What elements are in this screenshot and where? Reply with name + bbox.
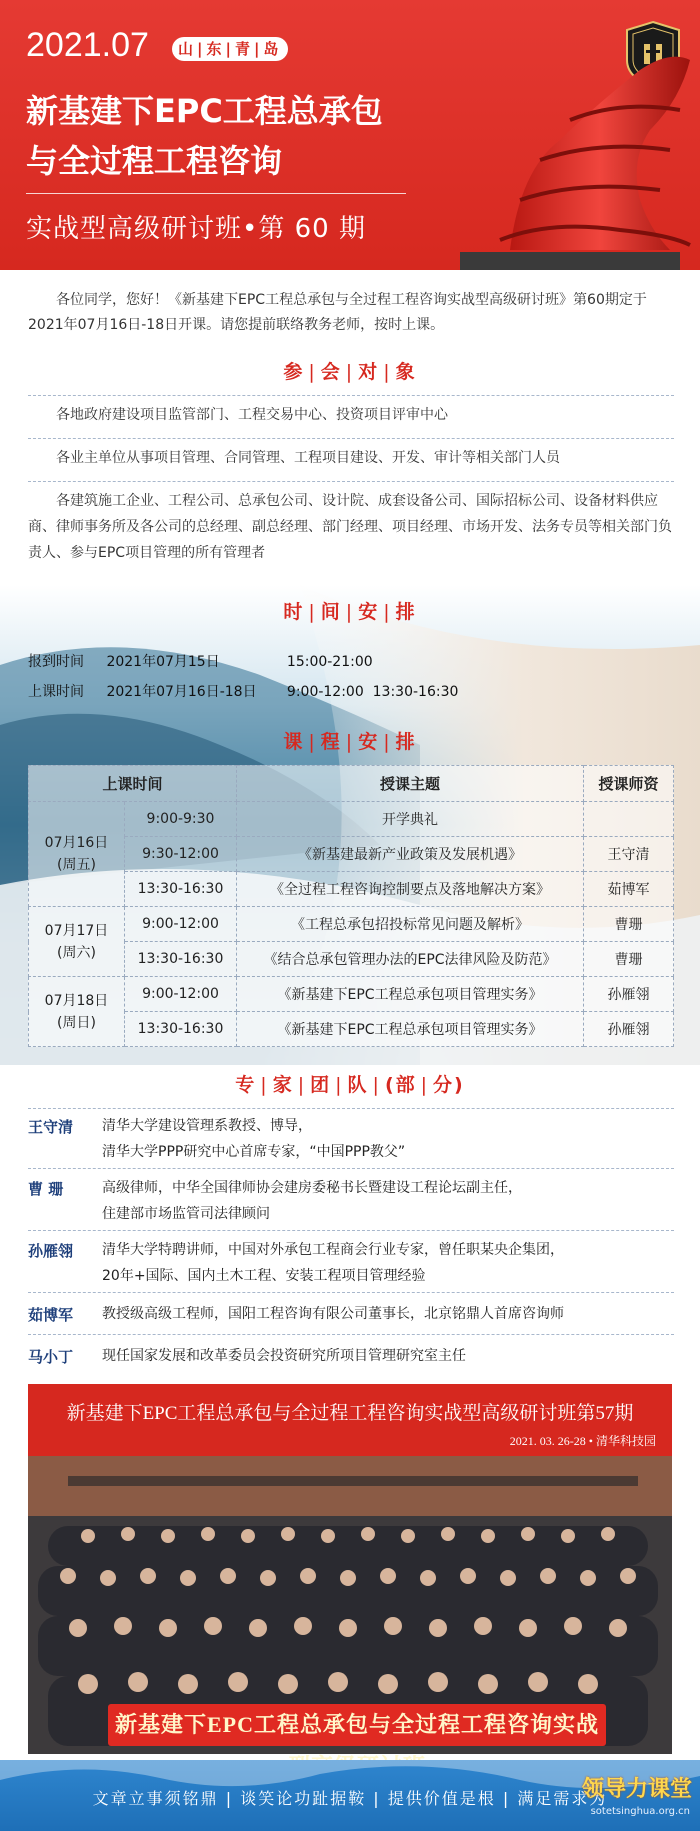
course-schedule-table (28, 765, 674, 1047)
divider (28, 1168, 674, 1169)
divider (28, 395, 674, 396)
column-header: 授课主题 (237, 766, 584, 802)
time-date: 2021年07月15日 (106, 654, 220, 670)
teacher-cell: 茹博军 (584, 872, 674, 907)
audience-item-2: 各业主单位从事项目管理、合同管理、工程项目建设、开发、审计等相关部门人员 (56, 450, 560, 466)
table-row (29, 907, 674, 942)
time-label: 报到时间 (28, 654, 84, 670)
section-title-experts: 专 | 家 | 团 | 队 | (部 | 分) (235, 1074, 465, 1096)
brand-logo-text: 领导力课堂 (581, 1777, 692, 1802)
divider (28, 1334, 674, 1335)
time-cell: 13:30-16:30 (125, 1012, 237, 1047)
may-wind-sculpture-image (440, 40, 700, 270)
topic-cell: 《新基建最新产业政策及发展机遇》 (237, 837, 584, 872)
poster-footer (0, 1760, 700, 1831)
topic-cell: 《结合总承包管理办法的EPC法律风险及防范》 (237, 942, 584, 977)
topic-cell: 《新基建下EPC工程总承包项目管理实务》 (237, 977, 584, 1012)
expert-name: 马小丁 (28, 1348, 74, 1366)
event-date: 2021.07 (26, 26, 149, 64)
time-cell: 13:30-16:30 (125, 872, 237, 907)
table-row (29, 802, 674, 837)
footer-slogan: 文章立事须铭鼎 | 谈笑论功趾据鞍 | 提供价值是根 | 满足需求为 (92, 1789, 608, 1808)
expert-name: 茹博军 (28, 1306, 74, 1324)
time-date: 2021年07月16日-18日 (106, 684, 257, 700)
table-row (29, 1012, 674, 1047)
expert-name: 孙雁翎 (28, 1242, 74, 1260)
event-subtitle: 实战型高级研讨班•第 60 期 (26, 214, 366, 244)
teacher-cell (584, 802, 674, 837)
expert-name: 曹 珊 (28, 1180, 64, 1198)
divider (28, 438, 674, 439)
time-label: 上课时间 (28, 684, 84, 700)
header-divider (26, 193, 406, 194)
topic-cell: 开学典礼 (237, 802, 584, 837)
expert-bio: 清华大学特聘讲师，中国对外承包工程商会行业专家，曾任职某央企集团， 20年+国际、国内土木工程、安装工程项目管理经验 (102, 1242, 564, 1284)
audience-item-1: 各地政府建设项目监管部门、工程交易中心、投资项目评审中心 (56, 407, 448, 423)
time-hours: 15:00-21:00 (286, 654, 373, 670)
expert-bio: 现任国家发展和改革委员会投资研究所项目管理研究室主任 (102, 1348, 466, 1364)
time-cell: 9:30-12:00 (125, 837, 237, 872)
photo-caption-banner (28, 1384, 672, 1456)
topic-cell: 《全过程工程咨询控制要点及落地解决方案》 (237, 872, 584, 907)
intro-paragraph: 各位同学，您好！《新基建下EPC工程总承包与全过程工程咨询实战型高级研讨班》第60期定于2021年07月16日-18日开课。请您提前联络教务老师，按时上课。 (28, 292, 647, 333)
teacher-cell: 孙雁翎 (584, 1012, 674, 1047)
teacher-cell: 孙雁翎 (584, 977, 674, 1012)
time-cell: 13:30-16:30 (125, 942, 237, 977)
teacher-cell: 曹珊 (584, 907, 674, 942)
day-cell: 07月18日 (周日) (29, 977, 125, 1047)
table-row (29, 942, 674, 977)
event-title-line-1: 新基建下EPC工程总承包 (26, 92, 383, 130)
time-cell: 9:00-12:00 (125, 977, 237, 1012)
brand-domain: sotetsinghua.org.cn (590, 1806, 690, 1817)
table-row (29, 872, 674, 907)
time-row-class (28, 681, 458, 701)
photo-date: 2021. 03. 26-28 • 清华科技园 (509, 1434, 656, 1448)
teacher-cell: 王守清 (584, 837, 674, 872)
expert-bio: 清华大学建设管理系教授、博导， 清华大学PPP研究中心首席专家，“中国PPP教父” (102, 1118, 406, 1160)
expert-name: 王守清 (28, 1118, 74, 1136)
column-header: 上课时间 (29, 766, 237, 802)
time-row-checkin (28, 651, 373, 671)
section-title-course: 课 | 程 | 安 | 排 (283, 731, 417, 753)
poster-header (0, 0, 700, 270)
photo-title: 新基建下EPC工程总承包与全过程工程咨询实战型高级研讨班第57期 (66, 1403, 634, 1424)
table-row (29, 977, 674, 1012)
event-location-badge: 山|东|青|岛 (172, 37, 288, 61)
divider (28, 1108, 674, 1109)
topic-cell: 《工程总承包招投标常见问题及解析》 (237, 907, 584, 942)
expert-bio: 高级律师，中华全国律师协会建房委秘书长暨建设工程论坛副主任， 住建部市场监管司法律顾问 (102, 1180, 522, 1222)
table-row (29, 837, 674, 872)
audience-item-3: 各建筑施工企业、工程公司、总承包公司、设计院、成套设备公司、国际招标公司、设备材料供应商、律师事务所及各公司的总经理、副总经理、部门经理、项目经理、市场开发、法务专员等相关部门负责人、参与EPC项目管理的所有管理者 (28, 493, 672, 561)
divider (28, 1292, 674, 1293)
section-title-audience: 参 | 会 | 对 | 象 (283, 361, 417, 383)
expert-bio: 教授级高级工程师，国阳工程咨询有限公司董事长，北京铭鼎人首席咨询师 (102, 1306, 564, 1322)
section-title-time: 时 | 间 | 安 | 排 (283, 601, 417, 623)
column-header: 授课师资 (584, 766, 674, 802)
past-session-photo (28, 1384, 672, 1754)
table-header-row (29, 766, 674, 802)
divider (28, 481, 674, 482)
time-hours: 9:00-12:00 13:30-16:30 (286, 684, 459, 700)
divider (28, 1230, 674, 1231)
group-photo-banner: 新基建下EPC工程总承包与全过程工程咨询实战 (108, 1704, 606, 1746)
teacher-cell: 曹珊 (584, 942, 674, 977)
time-cell: 9:00-9:30 (125, 802, 237, 837)
topic-cell: 《新基建下EPC工程总承包项目管理实务》 (237, 1012, 584, 1047)
day-cell: 07月16日 (周五) (29, 802, 125, 907)
time-cell: 9:00-12:00 (125, 907, 237, 942)
event-title-line-2: 与全过程工程咨询 (26, 142, 283, 180)
day-cell: 07月17日 (周六) (29, 907, 125, 977)
